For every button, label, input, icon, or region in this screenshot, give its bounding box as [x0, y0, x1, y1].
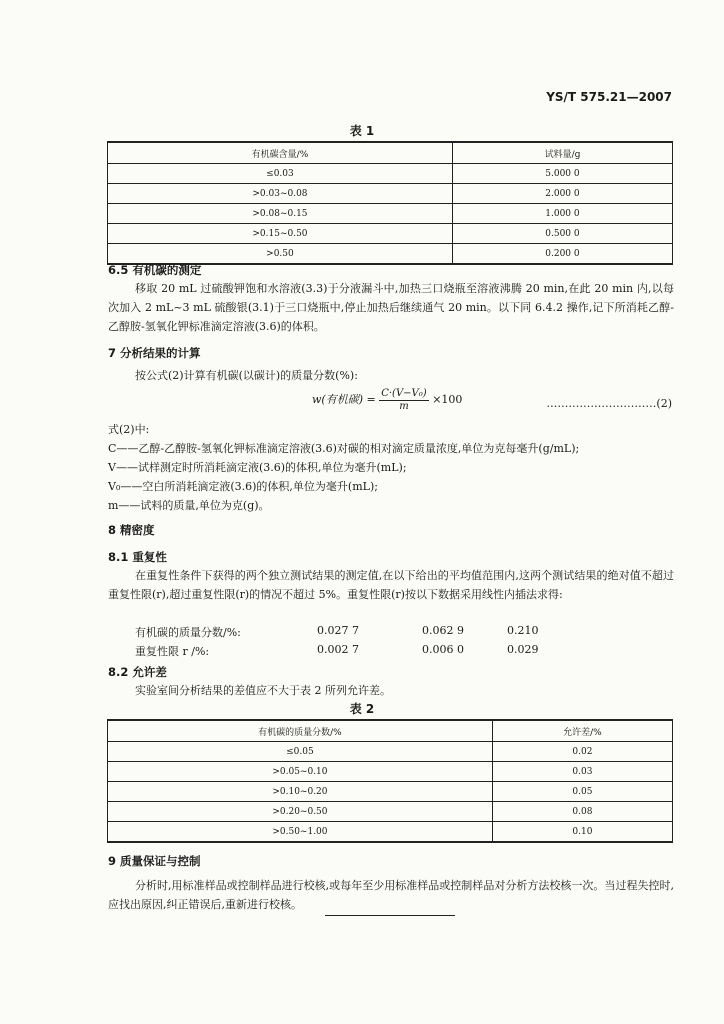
table1 [107, 141, 673, 265]
table-row [108, 822, 673, 843]
end-rule [325, 915, 455, 916]
table-row [108, 802, 673, 822]
table-cell: 0.200 0 [452, 244, 672, 265]
formula-where: 式(2)中: [108, 423, 150, 436]
section-9-text: 分析时,用标准样品或控制样品进行校核,或每年至少用标准样品或控制样品对分析方法校核一次。当过程失控时,应找出原因,纠正错误后,重新进行校核。 [108, 879, 674, 911]
section-8-2-text: 实验室间分析结果的差值应不大于表 2 所列允许差。 [135, 684, 391, 697]
table1-header-cell: 试料量/g [452, 142, 672, 164]
table-row [108, 204, 673, 224]
table-row [108, 244, 673, 265]
repeatability-label: 重复性限 r /%: [135, 645, 210, 658]
section-9-heading: 9 质量保证与控制 [108, 854, 201, 868]
repeatability-value: 0.006 0 [422, 643, 464, 656]
standard-number: YS/T 575.21—2007 [546, 90, 672, 104]
formula-lhs: w(有机碳) [312, 393, 363, 406]
repeatability-label: 有机碳的质量分数/%: [135, 626, 241, 639]
section-7-intro: 按公式(2)计算有机碳(以碳计)的质量分数(%): [135, 369, 358, 382]
table-row [108, 164, 673, 184]
table-cell: 0.08 [492, 802, 672, 822]
section-7-heading: 7 分析结果的计算 [108, 346, 201, 360]
table-row [108, 184, 673, 204]
table-cell: >0.03~0.08 [108, 184, 453, 204]
table-cell: >0.08~0.15 [108, 204, 453, 224]
section-6-5-heading: 6.5 有机碳的测定 [108, 263, 202, 277]
table2-header-cell: 允许差/% [492, 720, 672, 742]
table-cell: ≤0.03 [108, 164, 453, 184]
table1-header-cell: 有机碳含量/% [108, 142, 453, 164]
table-cell: 5.000 0 [452, 164, 672, 184]
formula-number: …………………………(2) [546, 397, 672, 410]
section-8-1-text: 在重复性条件下获得的两个独立测试结果的测定值,在以下给出的平均值范围内,这两个测试结果的绝对值不超过重复性限(r),超过重复性限(r)的情况不超过 5%。重复性限(r)按以下数据采用线性内插法求得: [108, 569, 674, 601]
formula-definition: m——试料的质量,单位为克(g)。 [108, 499, 270, 512]
formula-definition: V——试样测定时所消耗滴定液(3.6)的体积,单位为毫升(mL); [108, 461, 407, 474]
repeatability-value: 0.062 9 [422, 624, 464, 637]
formula-tail: ×100 [432, 393, 463, 406]
section-6-5-text: 移取 20 mL 过硫酸钾饱和水溶液(3.3)于分液漏斗中,加热三口烧瓶至溶液沸腾 20 min,在此 20 min 内,以每次加入 2 mL~3 mL 硫酸银(3.1)于三口烧瓶中,停止加热后继续通气 20 min。以下同 6.4.2 操作,记下所消耗乙醇-乙醇胺-氢氧化钾标准滴定溶液(3.6)的体积。 [108, 282, 674, 333]
table-row [108, 742, 673, 762]
table-cell: 0.02 [492, 742, 672, 762]
section-8-heading: 8 精密度 [108, 523, 155, 537]
repeatability-value: 0.002 7 [317, 643, 359, 656]
formula-denominator: m [399, 401, 409, 412]
table-row [108, 762, 673, 782]
table-cell: 0.500 0 [452, 224, 672, 244]
repeatability-value: 0.027 7 [317, 624, 359, 637]
table2-header-row [108, 720, 673, 742]
table-row [108, 224, 673, 244]
section-8-2-heading: 8.2 允许差 [108, 665, 167, 679]
formula-definition: V₀——空白所消耗滴定液(3.6)的体积,单位为毫升(mL); [108, 480, 378, 493]
table-cell: 0.10 [492, 822, 672, 843]
repeatability-value: 0.029 [507, 643, 539, 656]
table-cell: >0.15~0.50 [108, 224, 453, 244]
formula-fraction [379, 388, 428, 412]
section-8-1-heading: 8.1 重复性 [108, 550, 167, 564]
formula-2: w(有机碳) = $\frac{\text{C·(V−V₀)}}{m}$ ×100 [312, 388, 463, 412]
table-row [108, 782, 673, 802]
table-cell: 0.05 [492, 782, 672, 802]
table2-caption: 表 2 [349, 702, 375, 716]
table-cell: 2.000 0 [452, 184, 672, 204]
table-cell: 1.000 0 [452, 204, 672, 224]
table2-header-cell: 有机碳的质量分数/% [108, 720, 493, 742]
table1-header-row [108, 142, 673, 164]
table-cell: >0.20~0.50 [108, 802, 493, 822]
repeatability-value: 0.210 [507, 624, 539, 637]
formula-numerator: C·(V−V₀) [381, 388, 427, 399]
table1-caption: 表 1 [349, 124, 375, 138]
table-cell: >0.50~1.00 [108, 822, 493, 843]
table2 [107, 719, 673, 843]
formula-definition: C——乙醇-乙醇胺-氢氧化钾标准滴定溶液(3.6)对碳的相对滴定质量浓度,单位为克每毫升(g/mL); [108, 442, 580, 455]
table-cell: ≤0.05 [108, 742, 493, 762]
table-cell: >0.10~0.20 [108, 782, 493, 802]
table-cell: >0.05~0.10 [108, 762, 493, 782]
table-cell: 0.03 [492, 762, 672, 782]
table-cell: >0.50 [108, 244, 453, 265]
